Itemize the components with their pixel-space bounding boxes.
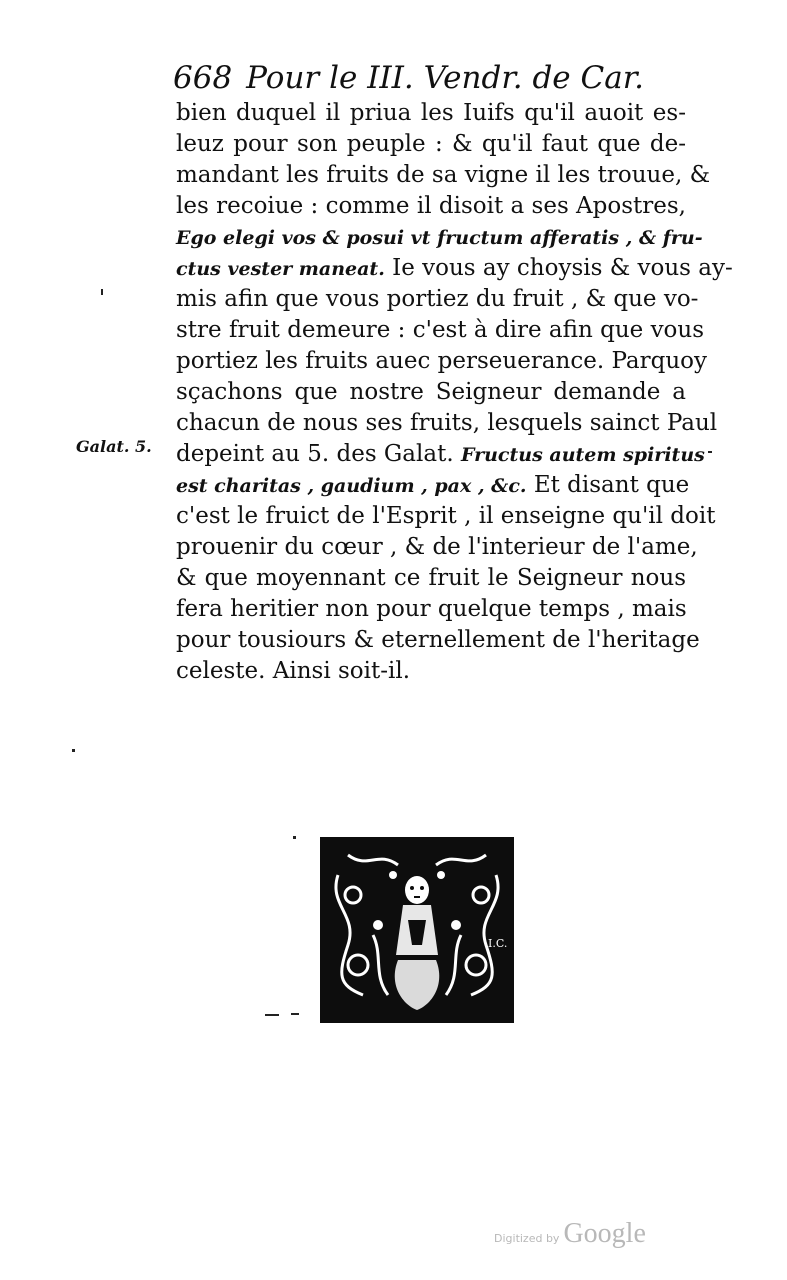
latin-quotation: ctus vester maneat. [176, 258, 385, 280]
text-segment: leuz pour son peuple : & qu'il faut que de- [176, 131, 686, 157]
paper-speck [293, 836, 296, 839]
text-line [176, 470, 690, 501]
text-segment: c'est le fruict de l'Esprit , il enseigne qu'il doit [176, 503, 716, 529]
text-segment: portiez les fruits auec perseuerance. Parquoy [176, 348, 707, 374]
running-title: Pour le III. Vendr. de Car. [246, 60, 644, 96]
google-logo: Google [563, 1218, 646, 1249]
text-line [176, 129, 686, 160]
text-segment: prouenir du cœur , & de l'interieur de l'ame, [176, 534, 698, 560]
margin-note: Galat. 5. [76, 437, 152, 456]
text-line [176, 191, 686, 222]
text-segment: celeste. Ainsi soit-il. [176, 658, 411, 684]
text-line [176, 439, 705, 470]
text-segment: chacun de nous ses fruits, lesquels sainct Paul [176, 410, 718, 436]
latin-quotation: Ego elegi vos & posui vt fructum afferatis , & fru- [176, 227, 703, 249]
text-segment: sçachons que nostre Seigneur demande a [176, 379, 686, 405]
text-segment: les recoiue : comme il disoit a ses Apostres, [176, 193, 686, 219]
text-line [176, 563, 686, 594]
text-segment: & que moyennant ce fruit le Seigneur nous [176, 565, 686, 591]
text-line [176, 284, 699, 315]
text-line [176, 160, 711, 191]
watermark-digitized-by: Digitized by [494, 1232, 560, 1245]
text-line [176, 377, 686, 408]
text-line [176, 253, 733, 284]
ornament-initials: I.C. [488, 937, 508, 950]
text-line [176, 315, 705, 346]
text-segment: pour tousiours & eternellement de l'heritage [176, 627, 700, 653]
text-segment: stre fruit demeure : c'est à dire afin que vous [176, 317, 705, 343]
text-segment: bien duquel il priua les Iuifs qu'il auoit es- [176, 100, 686, 126]
page-number: 668 [173, 60, 233, 96]
latin-quotation: est charitas , gaudium , pax , &c. [176, 475, 527, 497]
woodcut-tailpiece-icon [318, 835, 516, 1025]
paper-speck [291, 1013, 299, 1015]
text-line [176, 222, 703, 253]
text-segment: Et disant que [526, 472, 690, 498]
page-header [173, 58, 693, 98]
text-line [176, 346, 707, 377]
text-segment: Ie vous ay choysis & vous ay- [384, 255, 733, 281]
digitized-by-google-watermark [494, 1218, 646, 1250]
text-line [176, 594, 686, 625]
paper-speck [101, 289, 103, 295]
body-text [176, 98, 733, 687]
text-line [176, 408, 718, 439]
text-segment: fera heritier non pour quelque temps , mais [176, 596, 687, 622]
paper-speck [708, 451, 712, 453]
text-line [176, 501, 716, 532]
latin-quotation: Fructus autem spiritus [460, 444, 705, 466]
text-line [176, 98, 686, 129]
text-segment: mis afin que vous portiez du fruit , & que vo- [176, 286, 699, 312]
paper-speck [265, 1014, 279, 1016]
paper-speck [72, 749, 75, 752]
text-line [176, 625, 700, 656]
text-segment: mandant les fruits de sa vigne il les trouue, & [176, 162, 711, 188]
text-line [176, 656, 686, 687]
text-line [176, 532, 698, 563]
text-segment: depeint au 5. des Galat. [176, 441, 461, 467]
